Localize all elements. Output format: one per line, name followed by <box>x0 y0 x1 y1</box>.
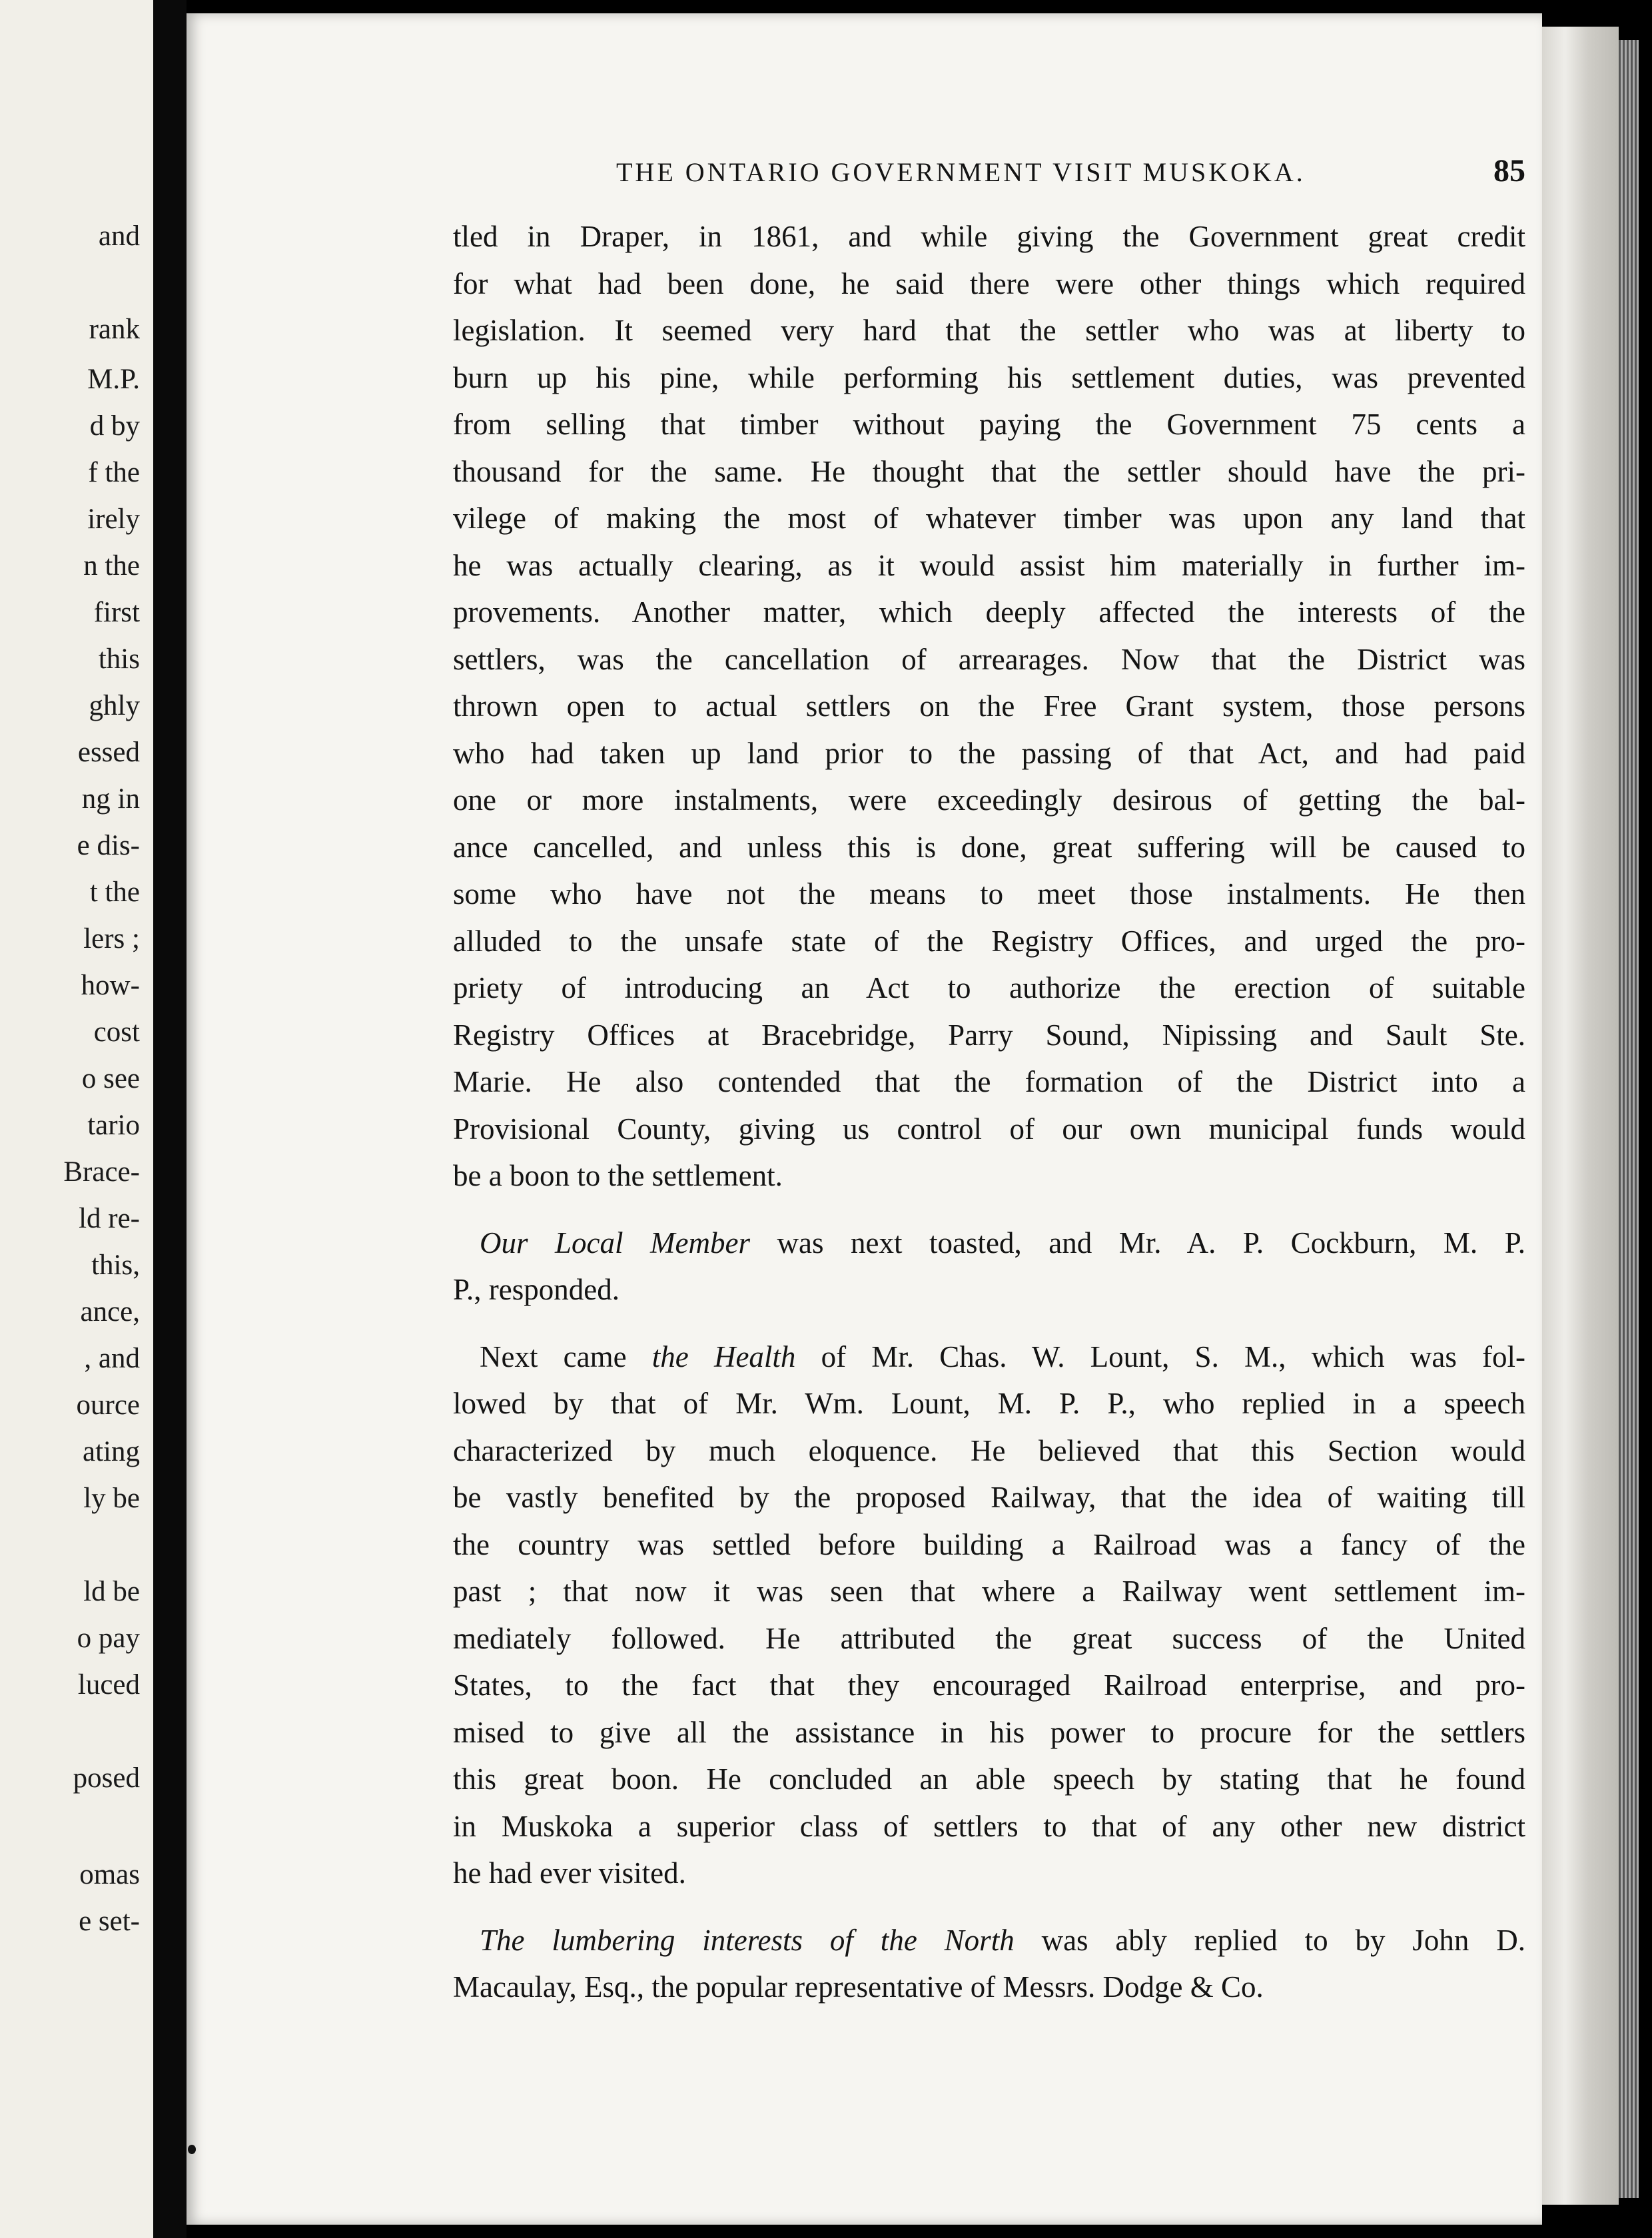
paragraph-3-line: he had ever visited. <box>453 1856 686 1890</box>
toast-text: was ably replied to by John D. <box>1041 1923 1525 1957</box>
paragraph-1-line: provements. Another matter, which deeply affected the interests of the <box>453 595 1525 629</box>
paragraph-1-line: priety of introducing an Act to authorize the erection of suitable <box>453 971 1525 1004</box>
paragraph-1-line: Marie. He also contended that the formation of the District into a <box>453 1065 1525 1098</box>
paragraph-1-line: Registry Offices at Bracebridge, Parry Sound, Nipissing and Sault Ste. <box>453 1018 1525 1052</box>
paragraph-1-line: alluded to the unsafe state of the Registry Offices, and urged the pro- <box>453 924 1525 958</box>
paragraph-1-line: for what had been done, he said there were other things which required <box>453 266 1525 300</box>
paragraph-1-line: legislation. It seemed very hard that the settler who was at liberty to <box>453 314 1525 347</box>
left-page-line: essed <box>77 737 140 768</box>
left-page-line: this, <box>91 1250 140 1281</box>
left-page-line: , and <box>84 1343 140 1374</box>
running-head: THE ONTARIO GOVERNMENT VISIT MUSKOKA. <box>616 157 1306 187</box>
paragraph-3-line: the country was settled before building a Railroad was a fancy of the <box>453 1527 1525 1561</box>
page-stack-edge <box>1542 27 1619 2205</box>
left-page-line: lers ; <box>83 923 140 954</box>
paragraph-1-line: vilege of making the most of whatever timber was upon any land that <box>453 502 1525 535</box>
left-page-line: o pay <box>77 1623 140 1654</box>
paragraph-1-line: one or more instalments, were exceedingly desirous of getting the bal- <box>453 783 1525 817</box>
paragraph-1-line: some who have not the means to meet those instalments. He then <box>453 877 1525 911</box>
paragraph-3-line <box>480 1333 1525 1380</box>
left-page-line: o see <box>81 1063 140 1094</box>
left-page-line: ld re- <box>79 1203 140 1234</box>
paragraph-1-line: be a boon to the settlement. <box>453 1159 783 1192</box>
book-gutter <box>153 0 187 2238</box>
paragraph-2-line: P., responded. <box>453 1273 620 1306</box>
paragraph-4-line: Macaulay, Esq., the popular representative of Messrs. Dodge & Co. <box>453 1970 1264 2004</box>
left-page-line: irely <box>87 504 140 535</box>
paragraph-3-line: be vastly benefited by the proposed Railway, that the idea of waiting till <box>453 1481 1525 1514</box>
left-page-line: d by <box>89 410 140 442</box>
paragraph-1-line: burn up his pine, while performing his settlement duties, was prevented <box>453 360 1525 394</box>
left-facing-page <box>0 0 153 2238</box>
paragraph-3-line: in Muskoka a superior class of settlers to that of any other new district <box>453 1809 1525 1843</box>
paragraph-1-line: ance cancelled, and unless this is done, great suffering will be caused to <box>453 830 1525 864</box>
paragraph-3-line: past ; that now it was seen that where a Railway went settlement im- <box>453 1575 1525 1608</box>
ink-speck <box>188 2145 196 2154</box>
paragraph-1-line: from selling that timber without paying the Government 75 cents a <box>453 408 1525 441</box>
paragraph-1-line: who had taken up land prior to the passing of that Act, and had paid <box>453 736 1525 770</box>
left-page-line: ng in <box>81 783 140 815</box>
paragraph-4-line <box>480 1917 1525 1964</box>
left-page-line: ance, <box>80 1296 140 1327</box>
book-page <box>187 13 1542 2225</box>
left-page-line: n the <box>83 550 140 581</box>
toast-lead: Next came <box>480 1339 627 1373</box>
left-page-line: tario <box>87 1110 140 1141</box>
left-page-line: cost <box>93 1016 140 1048</box>
left-page-line: this <box>98 643 140 675</box>
paragraph-1-line: thousand for the same. He thought that the settler should have the pri- <box>453 454 1525 488</box>
paragraph-1-line: tled in Draper, in 1861, and while giving the Government great credit <box>453 220 1525 253</box>
left-page-line: ly be <box>83 1483 140 1514</box>
paragraph-3-line: mediately followed. He attributed the great success of the United <box>453 1621 1525 1655</box>
left-page-line: ld be <box>83 1576 140 1607</box>
left-page-line: ource <box>76 1389 140 1421</box>
left-page-line: ating <box>83 1436 140 1467</box>
left-page-line: e dis- <box>77 830 140 861</box>
left-page-line: first <box>93 597 140 628</box>
paragraph-3-line: States, to the fact that they encouraged Railroad enterprise, and pro- <box>453 1669 1525 1702</box>
paragraph-1-line: settlers, was the cancellation of arrearages. Now that the District was <box>453 642 1525 676</box>
page-stack-lines <box>1619 40 1639 2198</box>
left-page-line: e set- <box>79 1906 140 1937</box>
toast-title: the Health <box>651 1339 796 1373</box>
paragraph-2-line <box>480 1220 1525 1266</box>
toast-title: The lumbering interests of the North <box>480 1923 1015 1957</box>
paragraph-3-line: characterized by much eloquence. He believed that this Section would <box>453 1433 1525 1467</box>
paragraph-3-line: mised to give all the assistance in his power to procure for the settlers <box>453 1715 1525 1749</box>
paragraph-3-line: lowed by that of Mr. Wm. Lount, M. P. P., who replied in a speech <box>453 1387 1525 1420</box>
left-page-line: M.P. <box>87 364 140 395</box>
left-page-line: rank <box>89 314 140 345</box>
toast-text: of Mr. Chas. W. Lount, S. M., which was fol- <box>821 1339 1526 1373</box>
paragraph-1-line: Provisional County, giving us control of our own municipal funds would <box>453 1112 1525 1146</box>
left-page-line: posed <box>73 1762 140 1794</box>
left-page-line: Brace- <box>63 1156 140 1188</box>
paragraph-1-line: he was actually clearing, as it would assist him materially in further im- <box>453 548 1525 582</box>
toast-title: Our Local Member <box>480 1226 751 1260</box>
left-page-line: t the <box>89 877 140 908</box>
left-page-line: luced <box>77 1669 140 1700</box>
toast-text: was next toasted, and Mr. A. P. Cockburn, M. P. <box>777 1226 1525 1260</box>
page-number: 85 <box>1493 153 1525 188</box>
paragraph-1-line: thrown open to actual settlers on the Free Grant system, those persons <box>453 689 1525 723</box>
left-page-line: f the <box>88 457 140 488</box>
left-page-line: omas <box>79 1859 140 1890</box>
left-page-line: ghly <box>89 690 140 721</box>
left-page-line: how- <box>81 970 140 1001</box>
paragraph-3-line: this great boon. He concluded an able speech by stating that he found <box>453 1762 1525 1796</box>
left-page-line: and <box>98 220 140 252</box>
page-header <box>453 153 1525 196</box>
